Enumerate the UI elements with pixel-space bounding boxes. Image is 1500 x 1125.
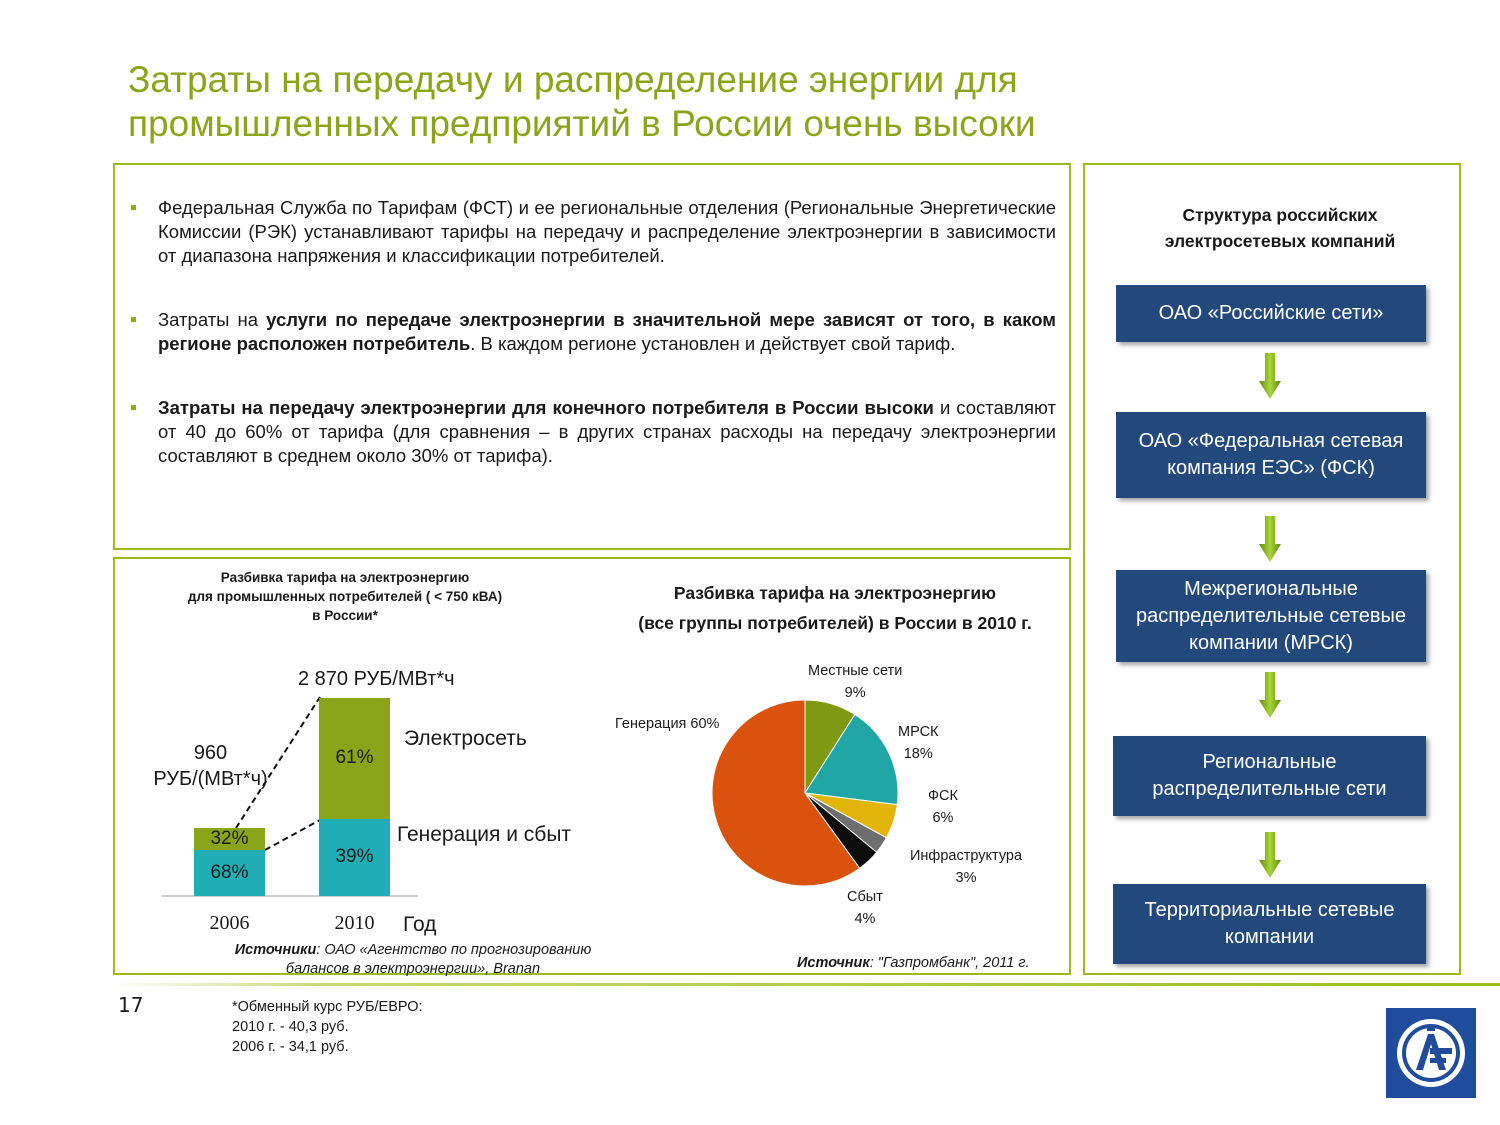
pie-label-generation: Генерация 60% [615, 716, 720, 732]
org-box-mrsk: Межрегиональные распределительные сетевые компании (МРСК) [1116, 570, 1426, 662]
down-arrow-icon [1259, 672, 1281, 718]
footnote: *Обменный курс РУБ/ЕВРО: 2010 г. - 40,3 руб. 2006 г. - 34,1 руб. [232, 999, 423, 1055]
bar-chart-source: Источники: ОАО «Агентство по прогнозированию балансов в электроэнергии», Branan [234, 942, 592, 977]
pie-label-fsk: ФСК 6% [928, 788, 958, 826]
pie-label-mrsk: МРСК 18% [898, 724, 939, 762]
bar-value-label: 39% [335, 846, 374, 868]
title-line-1: Затраты на передачу и распределение энергии для [128, 59, 1018, 100]
pie-chart-title: Разбивка тарифа на электроэнергию (все группы потребителей) в России в 2010 г. [638, 583, 1032, 633]
down-arrow-icon [1259, 353, 1281, 399]
total-2006-label: 960 РУБ/(МВт*ч) [153, 742, 268, 790]
legend-grid-label: Электросеть [404, 727, 527, 750]
bullet-item: Федеральная Служба по Тарифам (ФСТ) и ее региональные отделения (Региональные Энергетические Комиссии (РЭК) устанавливают тарифы на передачу и распределение электроэнергии в зависимости от диапазона напряжения и классификации потребителей. [128, 196, 1056, 268]
pie-label-sbyt: Сбыт 4% [847, 889, 883, 927]
title-line-2: промышленных предприятий в России очень высоки [128, 103, 1036, 144]
legend-gen-label: Генерация и сбыт [397, 823, 572, 846]
bar-category-label: 2010 [334, 912, 375, 934]
bar-category-label: 2006 [209, 912, 250, 934]
bullet-item: Затраты на передачу электроэнергии для конечного потребителя в России высоки и составляют от 40 до 60% от тарифа (для сравнения – в других странах расходы на передачу электроэнергии составляют в среднем около 30% от тарифа). [128, 396, 1056, 468]
bar-chart-title: Разбивка тарифа на электроэнергию для промышленных потребителей ( < 750 кВА) в России* [187, 570, 503, 623]
org-box-territorial: Территориальные сетевые компании [1113, 884, 1426, 964]
pie-label-local: Местные сети 9% [808, 663, 903, 701]
company-logo-icon [1386, 1008, 1476, 1098]
org-box-rosseti: ОАО «Российские сети» [1116, 285, 1426, 342]
bar-value-label: 32% [210, 827, 249, 849]
down-arrow-icon [1259, 832, 1281, 878]
org-box-regional: Региональные распределительные сети [1113, 736, 1426, 816]
bar-value-label: 68% [210, 861, 249, 883]
pie-chart-source: Источник: "Газпромбанк", 2011 г. [797, 955, 1030, 971]
bullet-item: Затраты на услуги по передаче электроэнергии в значительной мере зависят от того, в каком регионе расположен потребитель. В каждом регионе установлен и действует свой тариф. [128, 308, 1056, 356]
total-2010-label: 2 870 РУБ/МВт*ч [298, 668, 455, 690]
page-number: 17 [118, 993, 144, 1017]
down-arrow-icon [1259, 516, 1281, 562]
footer-rule [113, 983, 1500, 986]
structure-title: Структура российских электросетевых компаний [1164, 205, 1396, 251]
org-box-fsk: ОАО «Федеральная сетевая компания ЕЭС» (ФСК) [1116, 412, 1426, 498]
pie-label-infra: Инфраструктура 3% [910, 848, 1023, 886]
bar-value-label: 61% [335, 747, 374, 769]
x-axis-label: Год [403, 913, 437, 936]
